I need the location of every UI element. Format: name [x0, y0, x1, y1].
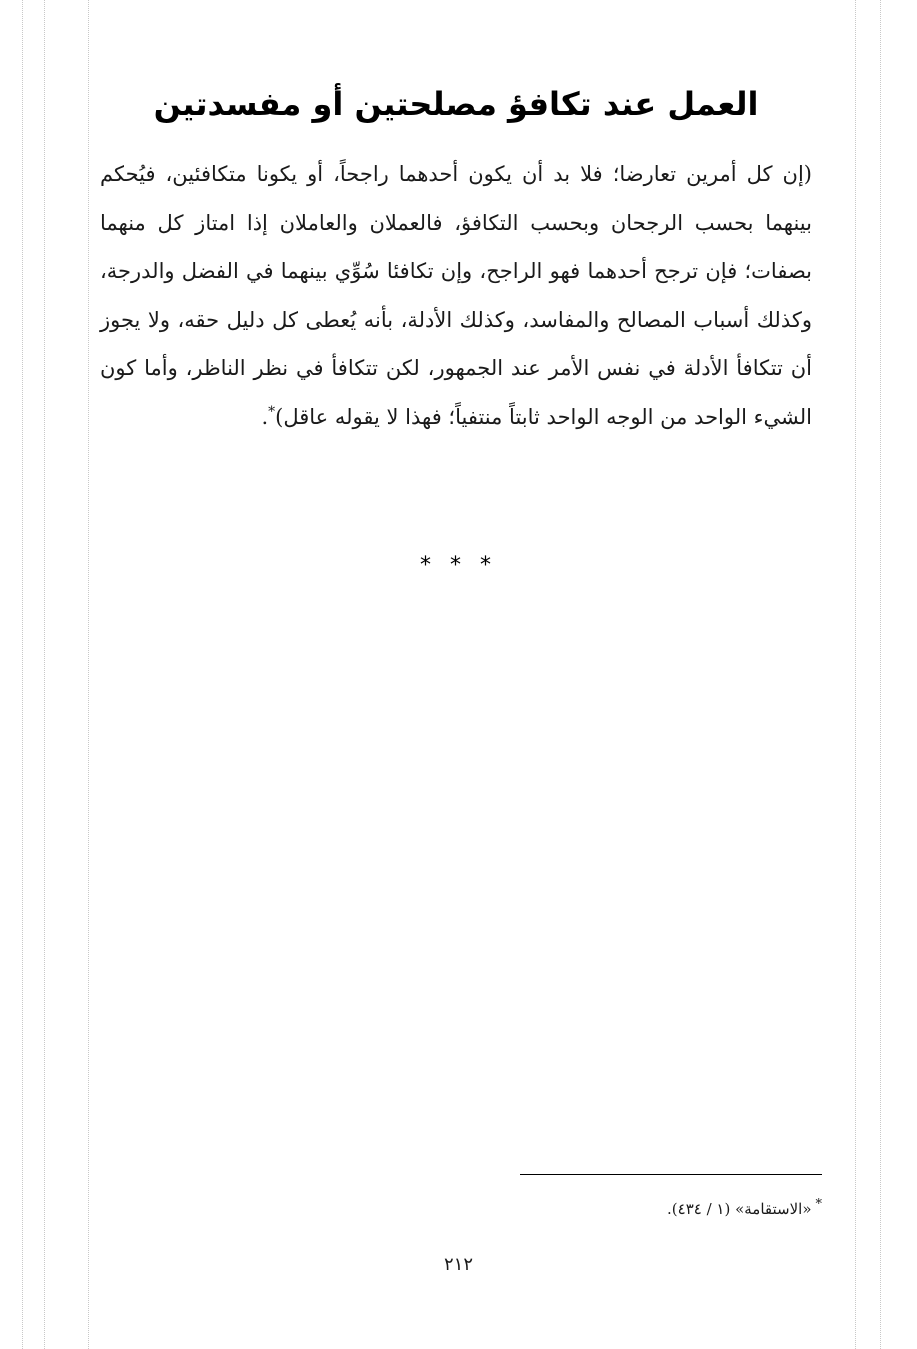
body-paragraph	[100, 150, 812, 442]
body-text: (إن كل أمرين تعارضا؛ فلا بد أن يكون أحدهما راجحاً، أو يكونا متكافئين، فيُحكم بينهما بحسب الرجحان وبحسب التكافؤ، فالعملان والعاملان إذا امتاز كل منهما بصفات؛ فإن ترجح أحدهما فهو الراجح، وإن تكافئا سُوِّي بينهما في الفضل والدرجة، وكذلك أسباب المصالح والمفاسد، وكذلك الأدلة، بأنه يُعطى كل دليل حقه، ولا يجوز أن تتكافأ الأدلة في نفس الأمر عند الجمهور، لكن تتكافأ في نظر الناظر، وأما كون الشيء الواحد من الوجه الواحد ثابتاً منتفياً؛ فهذا لا يقوله عاقل)	[100, 162, 812, 429]
footnote	[520, 1198, 822, 1220]
body-end-period: .	[261, 404, 269, 429]
scan-guide-line	[855, 0, 856, 1349]
section-separator: * * *	[420, 553, 497, 578]
scan-guide-line	[88, 0, 89, 1349]
scan-guide-line	[880, 0, 881, 1349]
footnote-rule	[520, 1174, 822, 1175]
page-content	[100, 80, 812, 442]
footnote-star: *	[815, 1197, 822, 1212]
scan-guide-line	[44, 0, 45, 1349]
footnote-text: «الاستقامة» (١ / ٤٣٤).	[667, 1200, 812, 1218]
page-title: العمل عند تكافؤ مصلحتين أو مفسدتين	[153, 85, 759, 123]
footnote-marker: *	[268, 403, 276, 420]
scan-guide-line	[22, 0, 23, 1349]
page-number: ٢١٢	[443, 1254, 473, 1275]
